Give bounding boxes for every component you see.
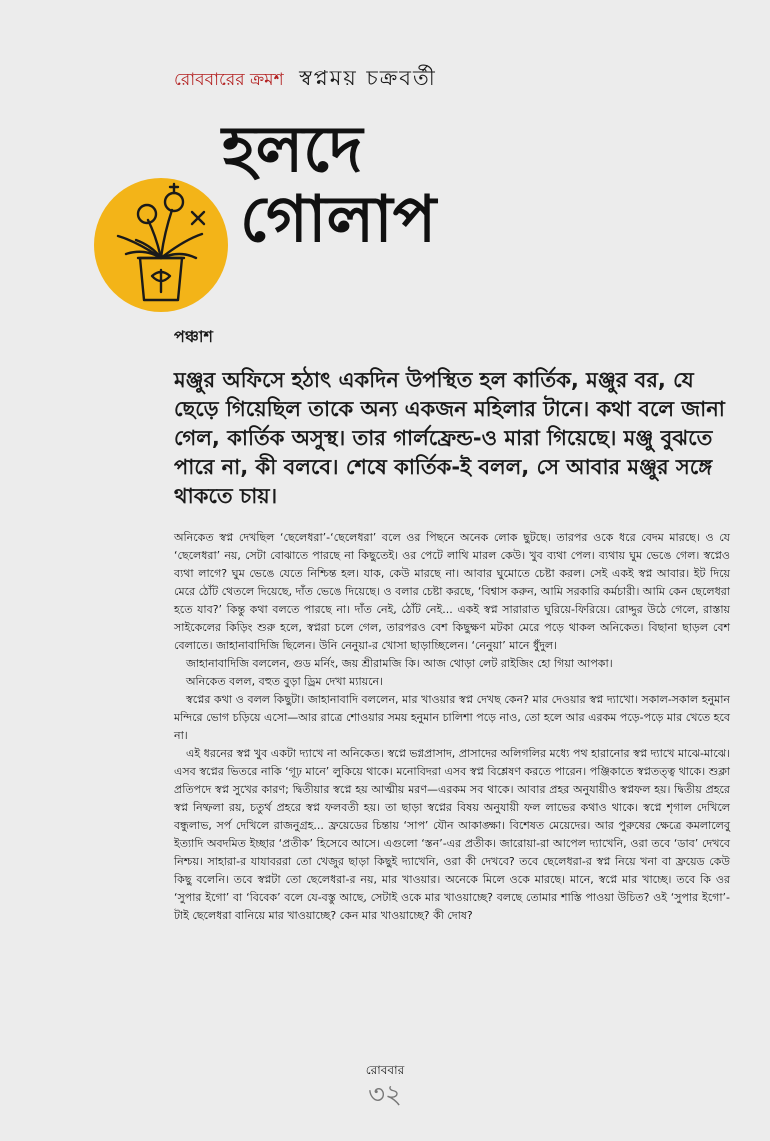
paragraph: অনিকেত স্বপ্ন দেখছিল ‘ছেলেধরা’-‘ছেলেধরা’ বলে ওর পিছনে অনেক লোক ছুটছে। তারপর ওকে ধরে বেদম মারছে। ও যে ‘ছেলেধরা’ নয়, সেটা বোঝাতে পারছে না কিছুতেই। ওর পেটে লাথি মারল কেউ। খুব ব্যথা পেল। ব্যথায় ঘুম ভেঙে গেল। স্বপ্নেও ব্যথা লাগে? ঘুম ভেঙে যেতে নিশ্চিন্ত হল। যাক, কেউ মারছে না। আবার ঘুমোতে চেষ্টা করল। সেই একই স্বপ্ন আবার। ইট দিয়ে মেরে ঠোঁট থেতলে দিয়েছে, দাঁত ভেঙে দিয়েছে। ও বলার চেষ্টা করছে, ‘বিশ্বাস করুন, আমি সরকারি কর্মচারী। আমি কেন ছেলেধরা হতে যাব?’ কিন্তু কথা বলতে পারছে না। দাঁত নেই, ঠোঁট নেই... একই স্বপ্ন সারারাত ঘুরিয়ে-ফিরিয়ে। রোদ্দুর উঠে গেলে, রাস্তায় সাইকেলের কিড়িং শুরু হলে, স্বপ্নরা চলে গেল, তারপরও বেশ কিছুক্ষণ মটকা মেরে পড়ে থাকল অনিকেত। বিছানা ছাড়ল বেশ বেলাতে। জাহানাবাদিজি ছিলেন। উনি নেনুয়া-র খোসা ছাড়াচ্ছিলেন। ‘নেনুয়া’ মানে ধুঁদুল।: [174, 531, 730, 652]
author-name: স্বপ্নময় চক্রবর্তী: [299, 66, 437, 90]
chapter-number: পঞ্চাশ: [174, 327, 213, 346]
footer-label: রোববার: [365, 1063, 405, 1077]
column-header: [174, 62, 437, 97]
lead-paragraph: [174, 366, 730, 511]
body-text: [174, 529, 730, 925]
flower-pot-icon: [92, 176, 230, 314]
title-line-1: হলদে: [222, 112, 363, 187]
series-label: রোববারের ক্রমশ: [174, 70, 284, 90]
page-number: ৩২: [368, 1080, 402, 1110]
paragraph: স্বপ্নের কথা ও বলল কিছুটা। জাহানাবাদি বললেন, মার খাওয়ার স্বপ্ন দেখছ কেন? মার দেওয়ার স্বপ্ন দ্যাখো। সকাল-সকাল হনুমান মন্দিরে ভোগ চড়িয়ে এসো—আর রাত্রে শোওয়ার সময় হনুমান চালিশা পড়ে নাও, তো হলে আর এরকম পড়ে-পড়ে মার খেতে হবে না।: [174, 693, 730, 742]
paragraph: এই ধরনের স্বপ্ন খুব একটা দ্যাখে না অনিকেত। স্বপ্নে ভগ্নপ্রাসাদ, প্রাসাদের অলিগলির মধ্যে পথ হারানোর স্বপ্ন দ্যাখে মাঝে-মাঝে। এসব স্বপ্নের ভিতরে নাকি ‘গূঢ় মানে’ লুকিয়ে থাকে। মনোবিদরা এসব স্বপ্ন বিশ্লেষণ করতে পারেন। পঞ্জিকাতে স্বপ্নতত্ত্ব থাকে। শুক্লা প্রতিপদে স্বপ্ন সুখের কারণ; দ্বিতীয়ার স্বপ্নে হয় আত্মীয় মরণ—এরকম সব থাকে। আবার প্রহর অনুযায়ীও স্বপ্নফল হয়। দ্বিতীয় প্রহরে স্বপ্ন নিষ্ফলা রয়, চতুর্থ প্রহরে স্বপ্ন ফলবতী হয়। তা ছাড়া স্বপ্নের বিষয় অনুযায়ী ফল লাভের কথাও থাকে। স্বপ্নে শৃগাল দেখিলে বন্ধুলাভ, সর্প দেখিলে রাজনুগ্রহ... ফ্রয়েডের চিন্তায় ‘সাপ’ যৌন আকাঙ্ক্ষা। বিশেষত মেয়েদের। আর পুরুষের ক্ষেত্রে কমলালেবু ইত্যাদি অবদমিত ইচ্ছার ‘প্রতীক’ হিসেবে আসে। এগুলো ‘স্তন’-এর প্রতীক। জারোয়া-রা আপেল দ্যাখেনি, ওরা তবে ‘ডাব’ দেখবে নিশ্চয়। সাহারা-র যাযাবররা তো খেজুর ছাড়া কিছুই দ্যাখেনি, ওরা কী দেখবে? তবে ছেলেধরা-র স্বপ্ন নিয়ে খনা বা ফ্রয়েড কেউ কিছু বলেনি। তবে স্বপ্নটা তো ছেলেধরা-র নয়, মার খাওয়ার। অনেকে মিলে ওকে মারছে। মানে, স্বপ্নে মার খাচ্ছে। তবে কি ওর ‘সুপার ইগো’ বা ‘বিবেক’ বলে যে-বস্তু আছে, সেটাই ওকে মার খাওয়াচ্ছে? বলছে তোমার শাস্তি পাওয়া উচিত? ওই ‘সুপার ইগো’-টাই ছেলেধরা বানিয়ে মার খাওয়াচ্ছে? কেন মার খাওয়াচ্ছে? কী দোষ?: [174, 747, 730, 922]
paragraph: জাহানাবাদিজি বললেন, গুড মর্নিং, জয় শ্রীরামজি কি। আজ থোড়া লেট রাইজিং হো গিয়া আপকা।: [186, 657, 613, 670]
paragraph: অনিকেত বলল, বহুত বুড়া ড্রিম দেখা ম্যায়নে।: [186, 675, 384, 688]
title-line-2: গোলাপ: [240, 182, 437, 257]
lead-text: মঞ্জুর অফিসে হঠাৎ একদিন উপস্থিত হল কার্তিক, মঞ্জুর বর, যে ছেড়ে গিয়েছিল তাকে অন্য একজন মহিলার টানে। কথা বলে জানা গেল, কার্তিক অসুস্থ। তার গার্লফ্রেন্ড-ও মারা গিয়েছে। মঞ্জু বুঝতে পারে না, কী বলবে। শেষে কার্তিক-ই বলল, সে আবার মঞ্জুর সঙ্গে থাকতে চায়।: [174, 368, 725, 508]
